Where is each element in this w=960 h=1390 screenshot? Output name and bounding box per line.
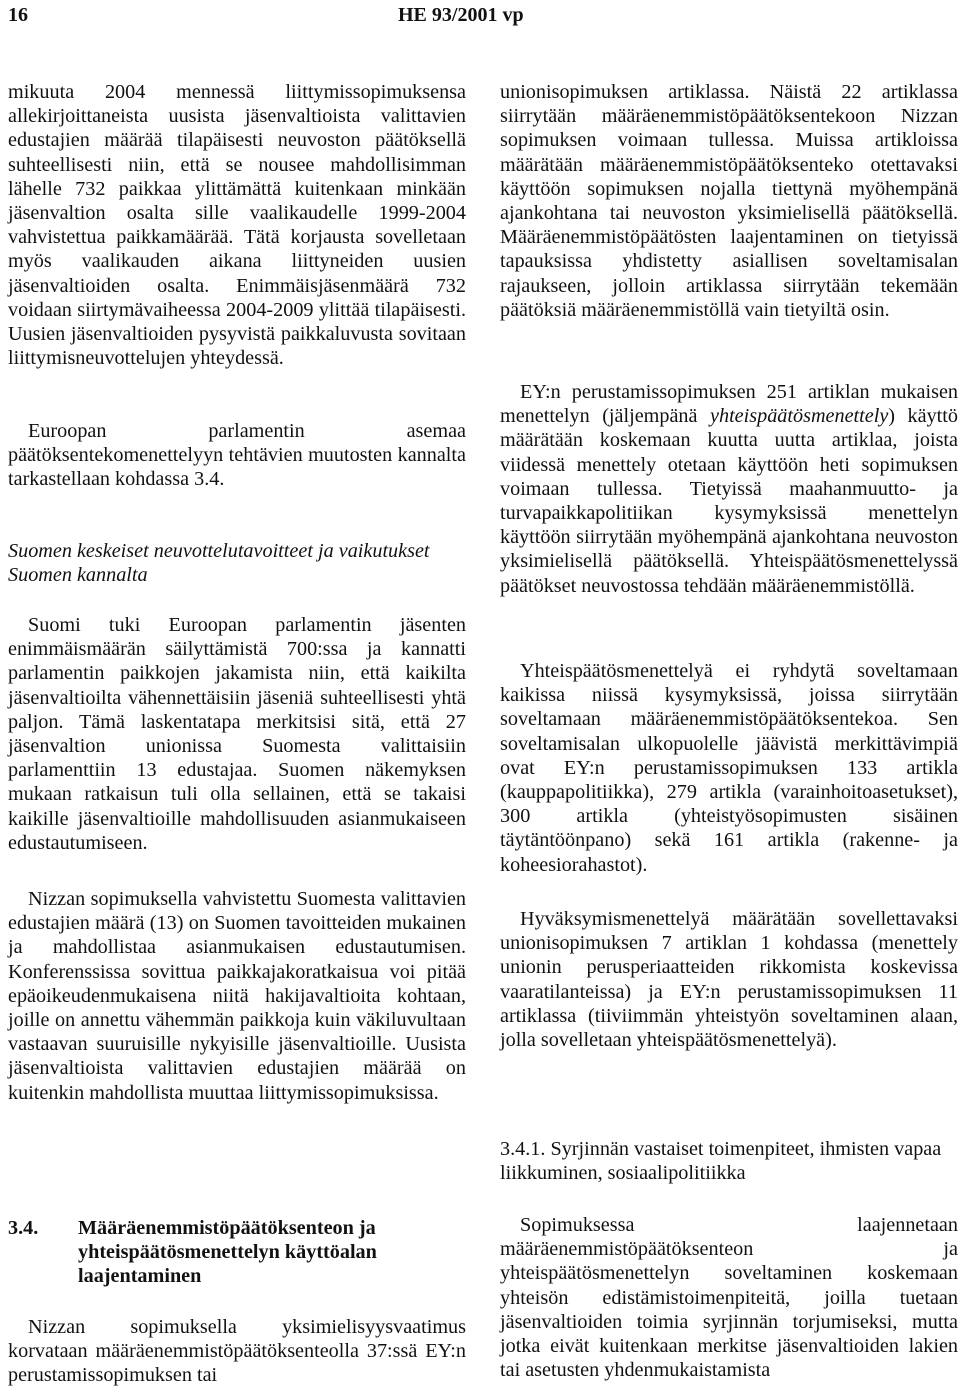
left-paragraph-1: mikuuta 2004 mennessä liittymissopimuksensa allekirjoittaneista uusista jäsenvaltioista valittavien edustajien määrää tilapäisesti neuvoston päätöksellä suhteellisesti niin, että se nousee mahdollisimman lähelle 732 paikkaa ylittämättä kuitenkaan minkään jäsenvaltion osalta sille vaalikaudelle 1999-2004 vahvistettua paikkamäärää. Tätä korjausta sovelletaan myös vaalikauden aikana liittyneiden uusien jäsenvaltioiden osalta. Enimmäisjäsenmäärä 732 voidaan siirtymävaiheessa 2004-2009 ylittää tilapäisesti. Uusien jäsenvaltioiden pysyvistä paikkaluvusta sovitaan liittymisneuvottelujen yhteydessä. <box>8 81 466 370</box>
section-number: 3.4. <box>8 1217 39 1239</box>
right-paragraph-1: unionisopimuksen artiklassa. Näistä 22 artiklassa siirrytään määräenemmistöpäätöksentekoon Nizzan sopimuksen voimaan tullessa. Muissa artikloissa määrätään määräenemmistöpäätöksenteko otettavaksi käyttöön sopimuksen nojalla tiettynä myöhempänä ajankohtana tai neuvoston yksimielisellä päätöksellä. Määräenemmistöpäätösten laajentaminen on tietyissä tapauksissa yhdistetty asiallisen soveltamisalan rajaukseen, jolloin artiklassa siirrytään tekemään päätöksiä määräenemmistöllä vain tietyiltä osin. <box>500 81 958 321</box>
right-paragraph-4: Hyväksymismenettelyä määrätään sovellettavaksi unionisopimuksen 7 artiklan 1 kohdassa (menettely unionin perusperiaatteiden rikkomista koskevissa vaaratilanteissa) ja EY:n perustamissopimuksen 11 artiklassa (tiiviimmän yhteistyön soveltaminen alaan, jolla sovelletaan yhteispäätösmenettelyä). <box>500 908 958 1052</box>
right-paragraph-2-start: EY:n perustamissopimuksen 251 artiklan mukaisen menettelyn (jäljempänä <box>500 381 958 428</box>
subsection-heading-3-4-1 <box>500 1137 958 1185</box>
document-id: HE 93/2001 vp <box>398 4 524 26</box>
right-paragraph-2 <box>500 380 958 598</box>
left-paragraph-2: Euroopan parlamentin asemaa päätöksentekomenettelyyn tehtävien muutosten kannalta tarkastellaan kohdassa 3.4. <box>8 420 466 491</box>
left-paragraph-3: Suomi tuki Euroopan parlamentin jäsenten enimmäismäärän säilyttämistä 700:ssa ja kannatti parlamentin paikkojen jakamista niin, että kaikilta jäsenvaltioilta vähennettäisiin jäseniä suhteellisesti yhtä paljon. Tämä laskentatapa merkitsisi sitä, että 27 jäsenvaltion unionissa Suomesta valittaisiin parlamenttiin 13 edustajaa. Suomen näkemyksen mukaan ratkaisun tuli olla sellainen, että se takaisi kaikille jäsenvaltioille mahdollisuuden asianmukaiseen edustautumiseen. <box>8 614 466 854</box>
right-paragraph-3: Yhteispäätösmenettelyä ei ryhdytä soveltamaan kaikissa niissä kysymyksissä, joissa siirrytään soveltamaan määräenemmistöpäätöksentekoa. Sen soveltamisalan ulkopuolelle jäävistä merkittävimpiä ovat EY:n perustamissopimuksen 133 artikla (kauppapolitiikka), 279 artikla (varainhoitoasetukset), 300 artikla (yhteistyösopimusten sisäinen täytäntöönpano) sekä 161 artikla (rakenne- ja koheesiorahastot). <box>500 660 958 876</box>
right-paragraph-5: Sopimuksessa laajennetaan määräenemmistöpäätöksenteon ja yhteispäätösmenettelyn soveltaminen koskemaan yhteisön edistämistoimenpiteitä, joilla tuetaan jäsenvaltioiden toimia syrjinnän torjumiseksi, mutta jotka eivät kuitenkaan merkitse jäsenvaltioiden lakien tai asetusten yhdenmukaistamista <box>500 1214 958 1382</box>
left-paragraph-5: Nizzan sopimuksella yksimielisyysvaatimus korvataan määräenemmistöpäätöksenteolla 37:ssä EY:n perustamissopimuksen tai <box>8 1316 466 1387</box>
right-paragraph-2-end: ) käyttö määrätään koskemaan kuutta uutta artiklaa, joista viidessä menettely otetaan käyttöön heti sopimuksen voimaan tullessa. Tietyissä maahanmuutto- ja turvapaikkapolitiikan kysymyksissä menettelyn käyttöön siirrytään myöhempänä ajankohtana neuvoston yksimielisellä päätöksellä. Yhteispäätösmenettelyssä päätökset neuvostossa tehdään määräenemmistöllä. <box>500 405 958 597</box>
left-subheading: Suomen keskeiset neuvottelutavoitteet ja vaikutukset Suomen kannalta <box>8 540 430 587</box>
section-heading-3-4 <box>8 1216 466 1289</box>
page-header <box>0 0 960 40</box>
page-number: 16 <box>8 4 28 26</box>
term-yhteispaatosmenettely: yhteispäätösmenettely <box>710 405 889 428</box>
section-title: Määräenemmistöpäätöksenteon ja yhteispäätösmenettelyn käyttöalan laajentaminen <box>78 1217 377 1288</box>
left-paragraph-4: Nizzan sopimuksella vahvistettu Suomesta valittavien edustajien määrä (13) on Suomen tavoitteiden mukainen ja mahdollistaa asianmukaisen edustautumisen. Konferenssissa sovittua paikkajakoratkaisua voi pitää epäoikeudenmukaisena niitä hakijavaltioita kohtaan, joille on annettu vähemmän paikkoja kuin väkiluvultaan vastaavan suuruisille nykyisille jäsenvaltioille. Uusista jäsenvaltioista valittavien edustajien määrää on kuitenkin mahdollista muuttaa liittymissopimuksissa. <box>8 888 466 1104</box>
subsection-title: 3.4.1. Syrjinnän vastaiset toimenpiteet, ihmisten vapaa liikkuminen, sosiaalipolitiikka <box>500 1138 942 1185</box>
